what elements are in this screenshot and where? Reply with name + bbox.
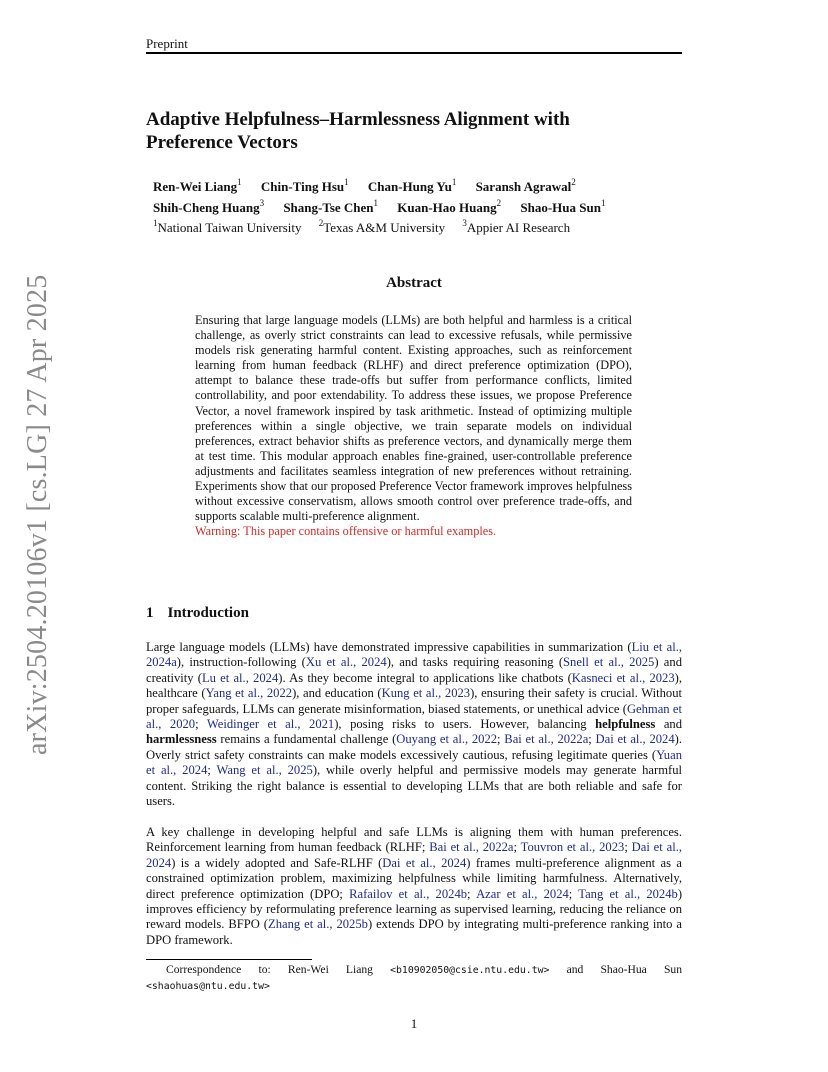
section-heading [146, 604, 249, 622]
citation-link[interactable]: Ouyang et al., 2022 [396, 732, 498, 747]
author-name: Saransh Agrawal [475, 179, 572, 194]
author-affiliation-mark: 2 [496, 198, 502, 208]
paragraph-text: ; [588, 732, 596, 747]
title-line-2: Preference Vectors [146, 132, 298, 153]
citation-link[interactable]: Bai et al., 2022a [504, 732, 589, 747]
author-list [153, 176, 683, 218]
affiliation-mark: 3 [462, 218, 467, 228]
citation-link[interactable]: Tang et al., 2024b [578, 886, 678, 901]
paragraph-text: ; [513, 840, 521, 855]
author-name: Shih-Cheng Huang [153, 200, 260, 215]
citation-link[interactable]: Zhang et al., 2025b [268, 917, 368, 932]
running-header: Preprint [146, 36, 188, 51]
author-name: Chin-Ting Hsu [260, 179, 345, 194]
author-name: Kuan-Hao Huang [397, 200, 497, 215]
affiliation [462, 220, 570, 235]
citation-link[interactable]: Kasneci et al., 2023 [571, 670, 675, 685]
author-affiliation-mark: 2 [571, 177, 576, 187]
bold-keyword: helpfulness [595, 717, 656, 732]
affiliation-mark: 2 [318, 218, 324, 228]
citation-link[interactable]: Kung et al., 2023 [381, 686, 471, 701]
citation-link[interactable]: Bai et al., 2022a [429, 840, 514, 855]
abstract-text: Ensuring that large language models (LLMs) are both helpful and harmless is a critical challenge, as overly strict constraints can lead to excessive refusals, while permissive models risk generating harmful content. Existing approaches, such as reinforcement learning from human feedback (RLHF) and direct preference optimization (DPO), attempt to balance these trade-offs but suffer from performance conflicts, limited controllability, and poor extendability. To address these issues, we propose Preference Vector, a novel framework inspired by task arithmetic. Instead of optimizing multiple preferences within a single objective, we train separate models on individual preferences, extract behavior shifts as preference vectors, and dynamically merge them at test time. This modular approach enables fine-grained, user-controllable preference adjustments and facilitates seamless integration of new preferences without retraining. Experiments show that our proposed Preference Vector framework improves helpfulness without excessive conservatism, allows smooth control over preference trade-offs, and supports scalable multi-preference alignment. [195, 313, 632, 524]
author [520, 200, 605, 215]
paragraph-text: ; [497, 732, 505, 747]
affiliation [319, 220, 445, 235]
paragraph-text: remains a fundamental challenge ( [216, 732, 397, 747]
paragraph-text: ; [467, 886, 477, 901]
citation-link[interactable]: Azar et al., 2024 [476, 886, 569, 901]
footnote-email-1[interactable]: <b10902050@csie.ntu.edu.tw> [390, 965, 550, 976]
paragraph-text: ) and creativity ( [146, 655, 682, 685]
citation-link[interactable]: Dai et al., 2024 [146, 840, 682, 870]
author-affiliation-mark: 1 [600, 198, 606, 208]
author [261, 179, 349, 194]
footnote-rule [146, 959, 312, 960]
affiliation-mark: 1 [153, 218, 158, 228]
paragraph-text: ; [195, 717, 207, 732]
paragraph-text: ; [568, 886, 579, 901]
affiliation-name: Texas A&M University [323, 220, 446, 235]
paragraph-text: ; [207, 763, 217, 778]
paragraph-text: ) extends DPO by integrating multi-preference ranking into a DPO framework. [146, 917, 682, 947]
author-name: Shao-Hua Sun [520, 200, 601, 215]
abstract-heading: Abstract [386, 275, 442, 291]
author [153, 179, 242, 194]
author [153, 200, 264, 215]
citation-link[interactable]: Touvron et al., 2023 [520, 840, 625, 855]
citation-link[interactable]: Yuan et al., 2024 [146, 747, 682, 778]
intro-paragraph-1 [146, 640, 682, 809]
citation-link[interactable]: Rafailov et al., 2024b [349, 886, 468, 901]
abstract-body [195, 313, 632, 539]
paper-title [146, 108, 682, 154]
header-rule [146, 52, 682, 54]
paragraph-text: ) improves efficiency by reformulating preference learning as supervised learning, reducing the reliance on reward models. BFPO ( [146, 886, 683, 932]
author-affiliation-mark: 1 [344, 177, 349, 187]
citation-link[interactable]: Weidinger et al., 2021 [206, 717, 335, 732]
arxiv-stamp: arXiv:2504.20106v1 [cs.LG] 27 Apr 2025 [22, 274, 53, 755]
citation-link[interactable]: Lu et al., 2024 [201, 670, 279, 685]
footnote-lead: Correspondence to: [166, 963, 271, 976]
author [476, 179, 576, 194]
intro-paragraph-2 [146, 825, 682, 948]
author-row-2 [153, 197, 683, 218]
footnote [146, 962, 682, 994]
bold-keyword: harmlessness [146, 732, 217, 747]
paragraph-text: ), instruction-following ( [176, 655, 306, 670]
paragraph-text: ; [624, 840, 632, 855]
footnote-email-2[interactable]: <shaohuas@ntu.edu.tw> [146, 981, 270, 992]
citation-link[interactable]: Liu et al., 2024a [146, 640, 682, 670]
paragraph-text: and [655, 717, 683, 732]
author-name: Chan-Hung Yu [367, 179, 452, 194]
author [368, 179, 456, 194]
author-affiliation-mark: 1 [237, 177, 242, 187]
affiliation-name: Appier AI Research [466, 220, 571, 235]
page-number: 1 [410, 1016, 418, 1031]
author [283, 200, 378, 215]
footnote-name-1: Ren-Wei Liang [287, 963, 373, 976]
affiliation [153, 220, 301, 235]
citation-link[interactable]: Yang et al., 2022 [205, 686, 293, 701]
author-row-1 [153, 176, 683, 197]
author-name: Shang-Tse Chen [283, 200, 374, 215]
content-warning: Warning: This paper contains offensive or harmful examples. [195, 524, 497, 539]
paragraph-text: ) is a widely adopted and Safe-RLHF ( [171, 855, 383, 870]
paragraph-text: ), and tasks requiring reasoning ( [386, 655, 564, 670]
paragraph-text: ) frames multi-preference alignment as a constrained optimization problem, maximizing helpfulness while limiting harmfulness. Alternatively, direct preference optimization (DPO; [146, 855, 682, 901]
paragraph-text: ), while overly helpful and permissive models may generate harmful content. Striking the right balance is essential to developing LLMs that are both reliable and safe for users. [146, 763, 682, 809]
citation-link[interactable]: Gehman et al., 2020 [146, 701, 683, 732]
paragraph-text: ). As they become integral to applications like chatbots ( [278, 670, 572, 685]
citation-link[interactable]: Dai et al., 2024 [382, 855, 467, 870]
footnote-conjunction: and [566, 963, 584, 976]
footnote-name-2: Shao-Hua Sun [600, 963, 683, 976]
citation-link[interactable]: Snell et al., 2025 [563, 655, 655, 670]
author [397, 200, 501, 215]
paragraph-text: ), ensuring their safety is crucial. Without proper safeguards, LLMs can generate misinformation, biased statements, or unethical advice ( [146, 686, 683, 716]
author-affiliation-mark: 3 [259, 198, 265, 208]
title-line-1: Adaptive Helpfulness–Harmlessness Alignment with [146, 109, 570, 130]
citation-link[interactable]: Dai et al., 2024 [595, 732, 675, 747]
paragraph-text: ), healthcare ( [146, 670, 682, 701]
paragraph-text: ), posing risks to users. However, balancing [334, 717, 596, 732]
author-affiliation-mark: 1 [451, 177, 457, 187]
author-affiliation-mark: 1 [373, 198, 379, 208]
section-title: Introduction [167, 605, 249, 621]
paragraph-text: Large language models (LLMs) have demonstrated impressive capabilities in summarization ( [146, 640, 632, 654]
citation-link[interactable]: Xu et al., 2024 [305, 655, 387, 670]
section-number: 1 [146, 605, 154, 621]
citation-link[interactable]: Wang et al., 2025 [216, 763, 313, 778]
paragraph-text: A key challenge in developing helpful and safe LLMs is aligning them with human preferences. Reinforcement learning from human feedback (RLHF; [146, 825, 682, 855]
paragraph-text: ). Overly strict safety constraints can make models excessively cautious, refusing legitimate queries ( [146, 732, 682, 762]
paragraph-text: ), and education ( [292, 686, 382, 701]
author-name: Ren-Wei Liang [153, 179, 238, 194]
affiliation-list [153, 219, 584, 237]
affiliation-name: National Taiwan University [157, 220, 302, 235]
